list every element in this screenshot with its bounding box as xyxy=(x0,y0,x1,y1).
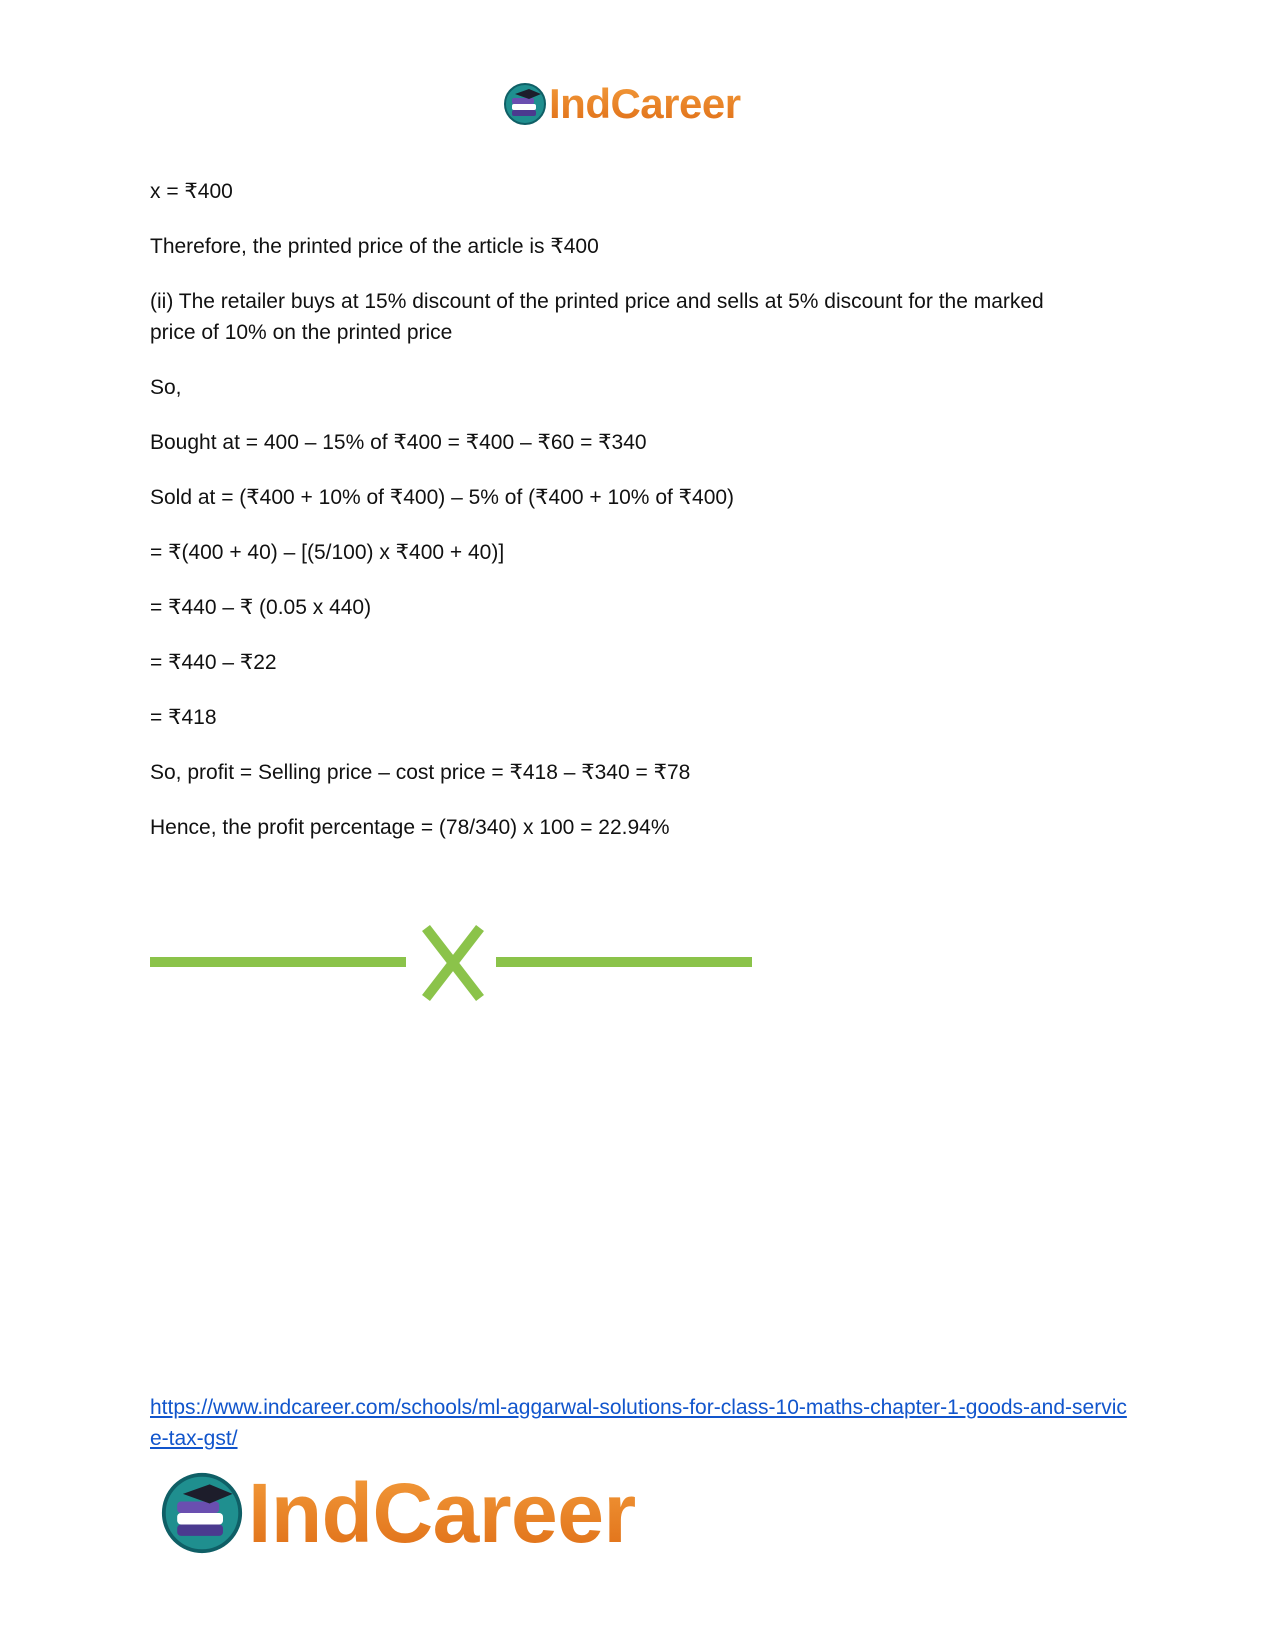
footer-logo xyxy=(160,1468,636,1558)
solution-line: Sold at = (₹400 + 10% of ₹400) – 5% of (₹400 + 10% of ₹400) xyxy=(150,486,735,509)
book-globe-icon xyxy=(503,82,547,126)
solution-line: Hence, the profit percentage = (78/340) x 100 = 22.94% xyxy=(150,816,670,839)
solution-line: = ₹440 – ₹ (0.05 x 440) xyxy=(150,596,372,619)
solution-line: Therefore, the printed price of the article is ₹400 xyxy=(150,235,599,258)
solution-text xyxy=(150,176,1090,867)
solution-line: So, profit = Selling price – cost price = ₹418 – ₹340 = ₹78 xyxy=(150,761,691,784)
solution-line: = ₹(400 + 40) – [(5/100) x ₹400 + 40)] xyxy=(150,541,505,564)
book-globe-icon xyxy=(160,1471,244,1555)
divider-right-bar xyxy=(496,957,752,967)
divider-left-bar xyxy=(150,957,406,967)
solution-line: = ₹418 xyxy=(150,706,217,729)
solution-line: So, xyxy=(150,376,182,399)
header-logo-text: IndCareer xyxy=(549,80,741,127)
solution-line: (ii) The retailer buys at 15% discount of the printed price and sells at 5% discount for the marked price of 10% on the printed price xyxy=(150,290,1044,344)
divider-x-icon xyxy=(426,928,480,998)
solution-line: = ₹440 – ₹22 xyxy=(150,651,277,674)
source-link[interactable]: https://www.indcareer.com/schools/ml-aggarwal-solutions-for-class-10-maths-chapter-1-goods-and-service-tax-gst/ xyxy=(150,1396,1127,1450)
solution-line: Bought at = 400 – 15% of ₹400 = ₹400 – ₹60 = ₹340 xyxy=(150,431,647,454)
footer-logo-text: IndCareer xyxy=(248,1466,636,1560)
solution-line: x = ₹400 xyxy=(150,180,233,203)
header-logo xyxy=(503,80,741,128)
section-divider xyxy=(150,920,760,1004)
